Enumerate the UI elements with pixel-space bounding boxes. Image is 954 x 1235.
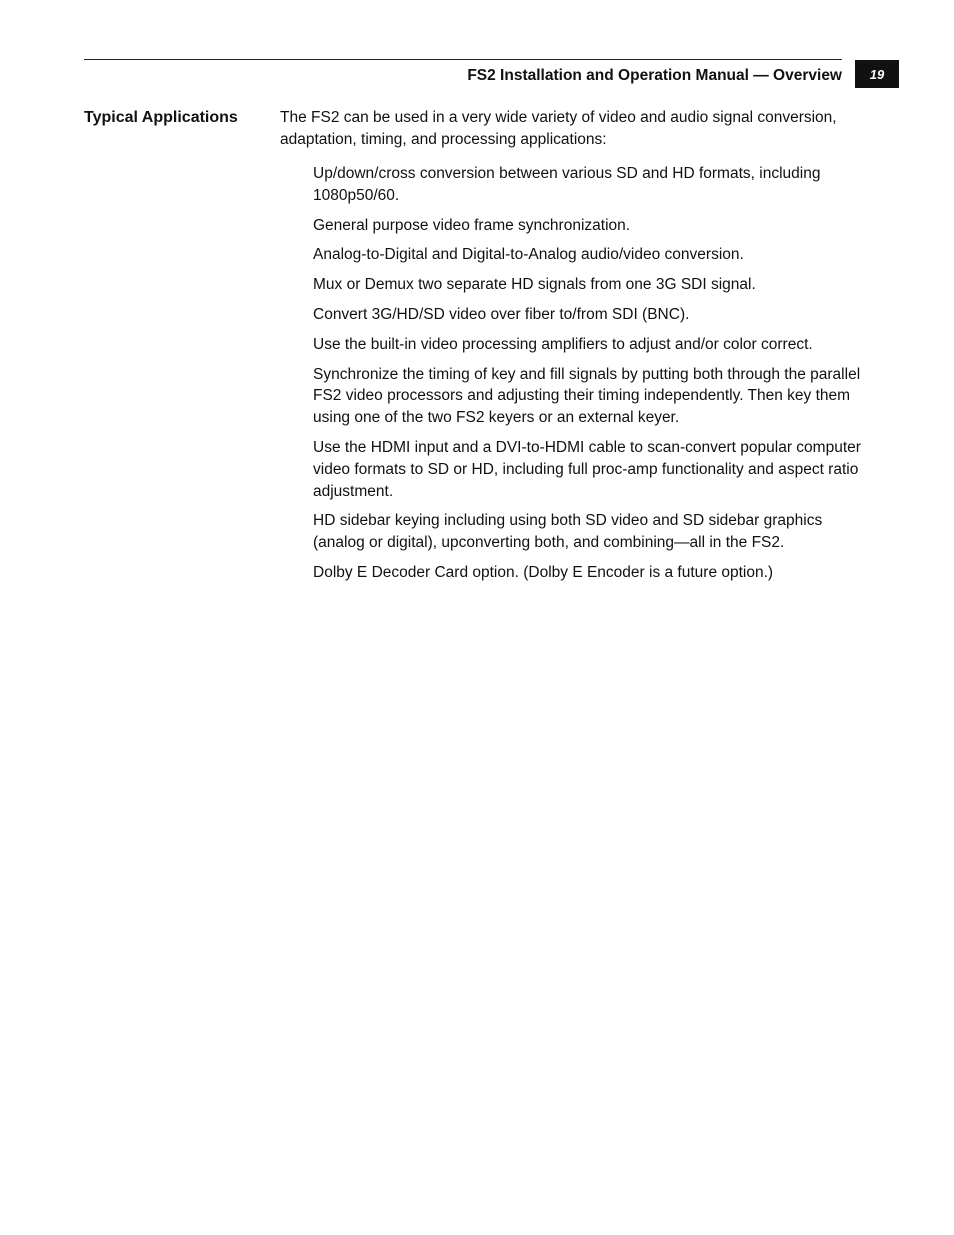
- page-number: 19: [869, 66, 885, 82]
- list-item: Synchronize the timing of key and fill signals by putting both through the parallel FS2 video processors and adjusting their timing independently. Then key them using one of the two FS2 keyers or an external keyer.: [313, 365, 861, 427]
- list-item: Use the HDMI input and a DVI-to-HDMI cable to scan-convert popular computer video formats to SD or HD, including full proc-amp functionality and aspect ratio adjustment.: [313, 438, 861, 500]
- running-header-title: FS2 Installation and Operation Manual — Overview: [467, 67, 842, 84]
- list-item: General purpose video frame synchronization.: [313, 216, 631, 234]
- header-rule: [84, 59, 842, 60]
- page-number-badge: [855, 60, 899, 88]
- list-item: Mux or Demux two separate HD signals from one 3G SDI signal.: [313, 276, 756, 294]
- list-item: Analog-to-Digital and Digital-to-Analog audio/video conversion.: [313, 246, 744, 264]
- section-heading: Typical Applications: [84, 109, 238, 126]
- list-item: Use the built-in video processing amplifiers to adjust and/or color correct.: [313, 335, 813, 353]
- list-item: Convert 3G/HD/SD video over fiber to/from SDI (BNC).: [313, 305, 690, 323]
- list-item: Dolby E Decoder Card option. (Dolby E Encoder is a future option.): [313, 563, 774, 581]
- list-item: HD sidebar keying including using both SD video and SD sidebar graphics (analog or digital), upconverting both, and combining—all in the FS2.: [313, 512, 823, 552]
- applications-list: [313, 163, 861, 592]
- section-intro: The FS2 can be used in a very wide variety of video and audio signal conversion, adaptation, timing, and processing applications:: [280, 109, 837, 148]
- list-item: Up/down/cross conversion between various SD and HD formats, including 1080p50/60.: [313, 165, 821, 204]
